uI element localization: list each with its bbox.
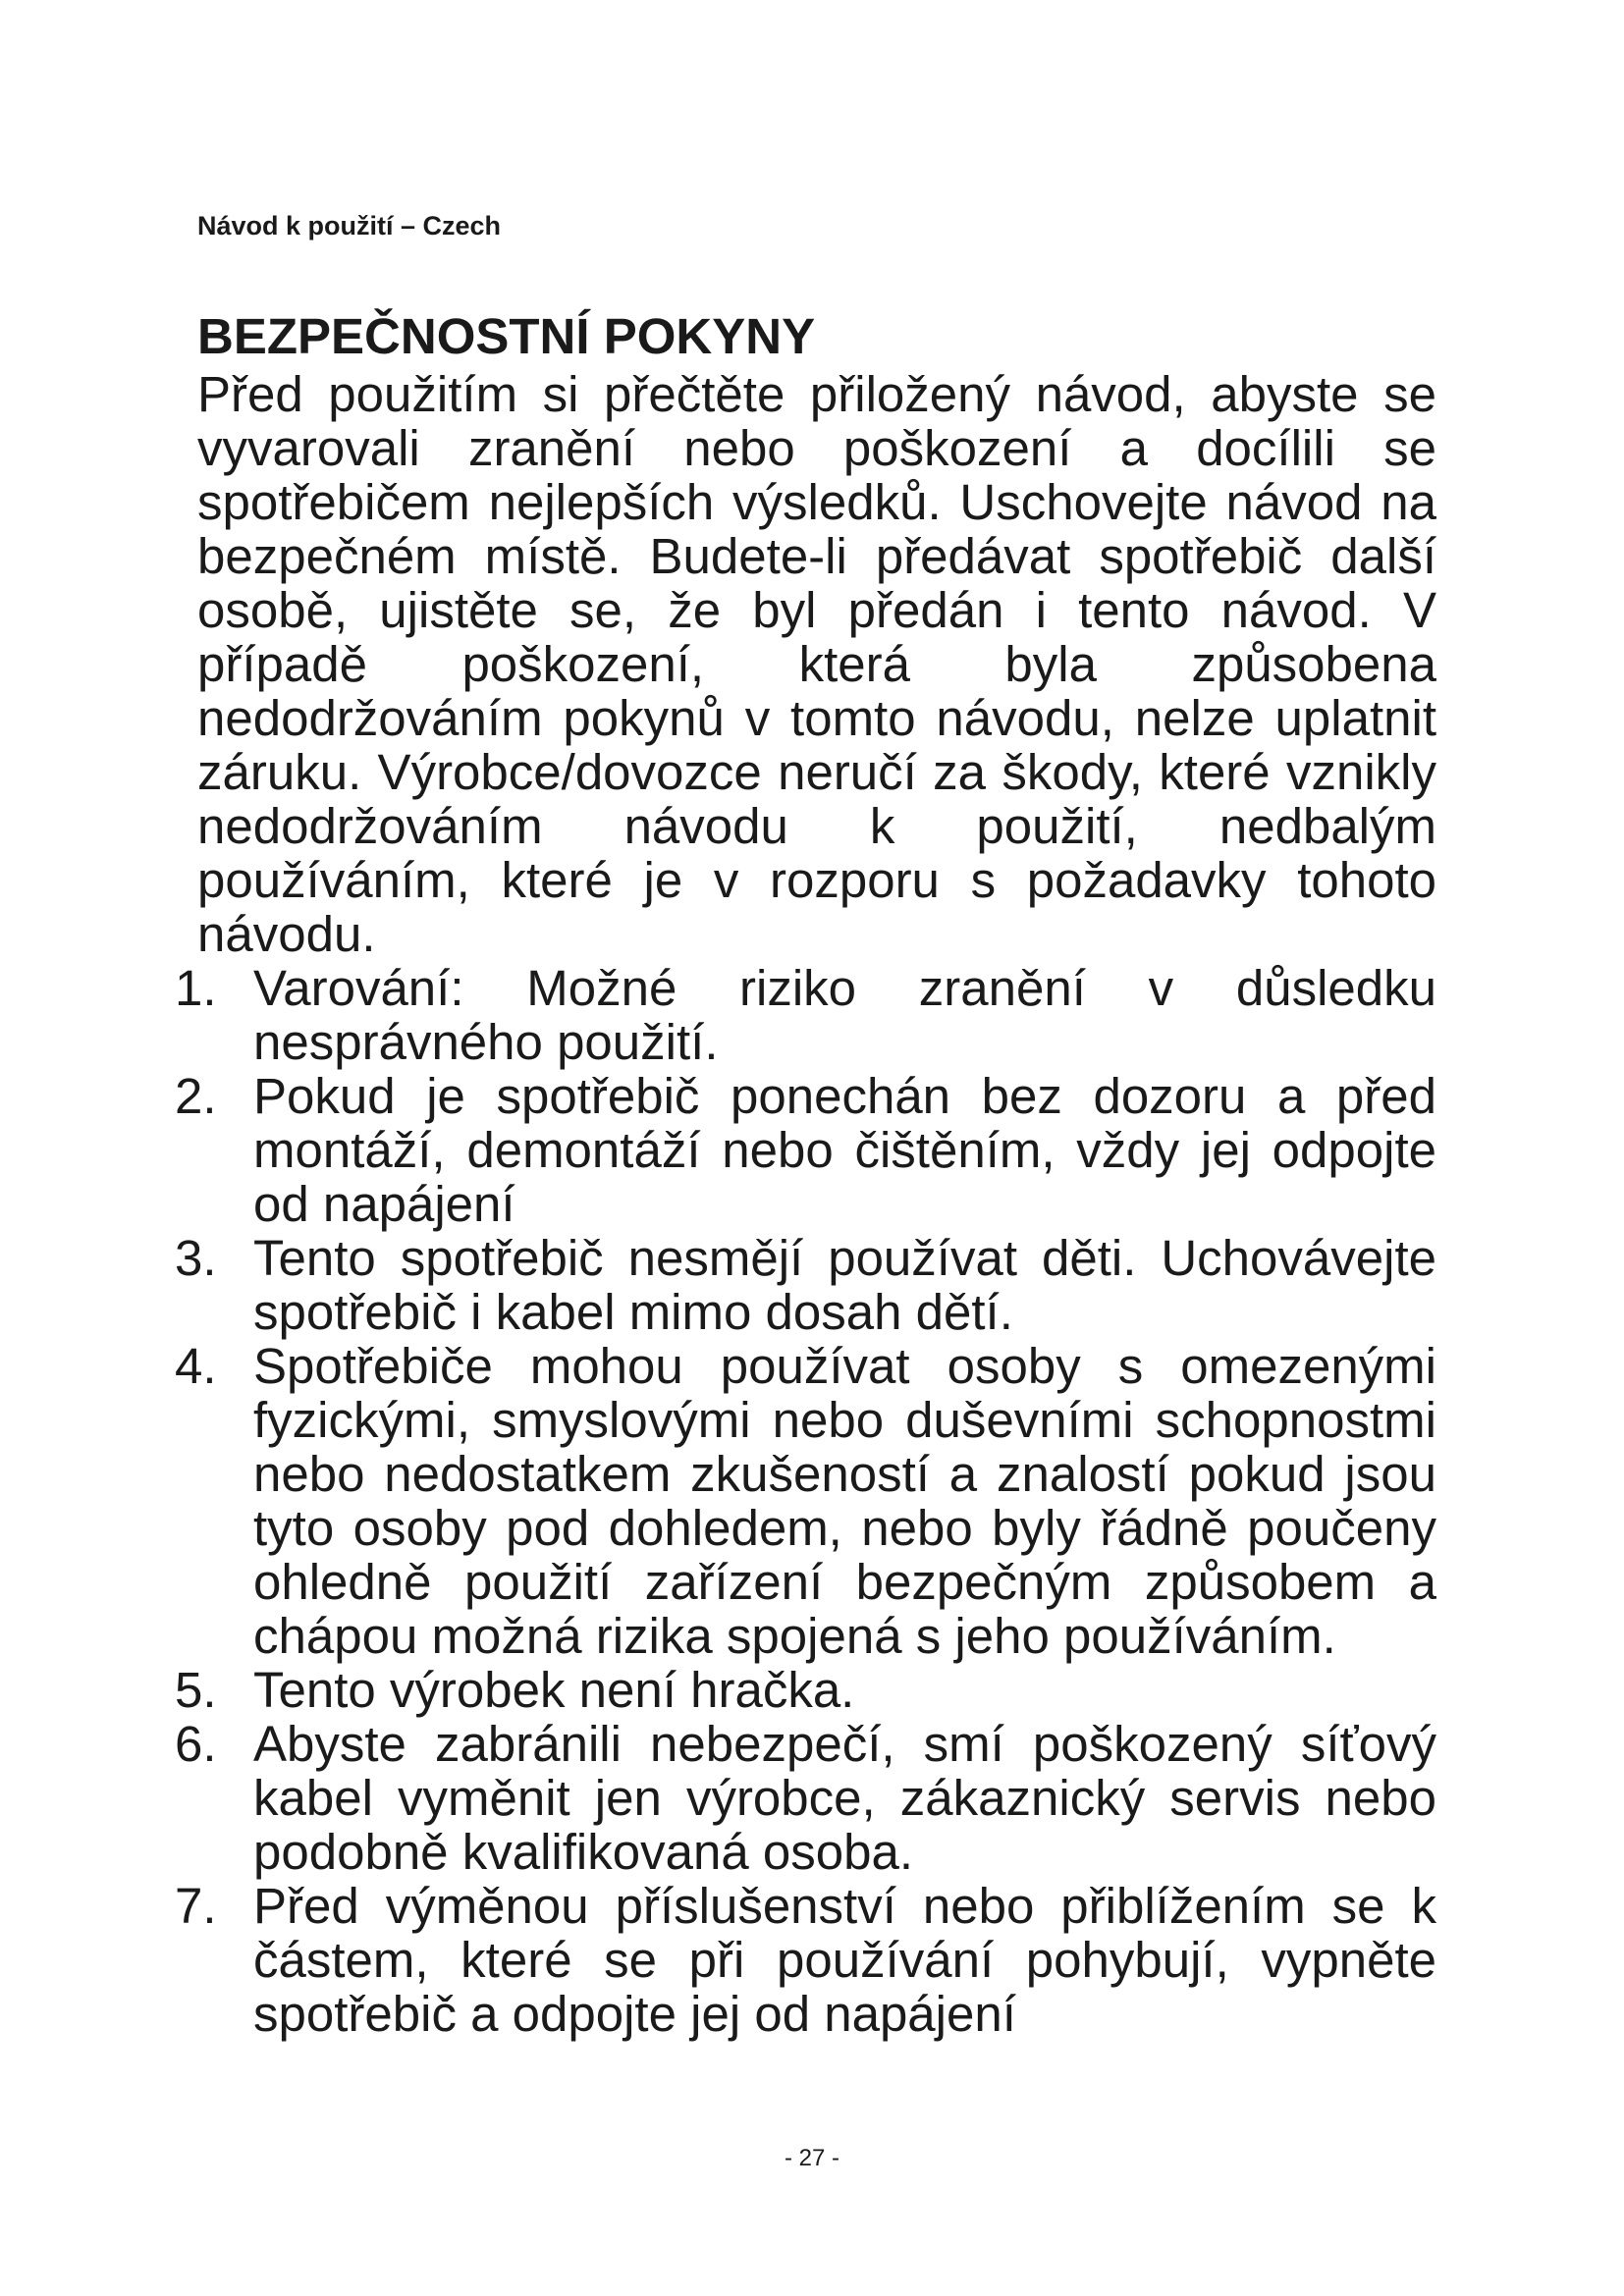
list-item	[175, 1878, 1436, 2042]
list-item-text: Varování: Možné riziko zranění v důsledku nesprávného použití.	[253, 960, 1436, 1070]
page-header: Návod k použití – Czech	[197, 211, 502, 240]
list-item	[175, 1662, 1436, 1718]
list-item-number: 6.	[175, 1716, 217, 1772]
list-item-text: Pokud je spotřebič ponechán bez dozoru a před montáží, demontáží nebo čištěním, vždy jej odpojte od napájení	[253, 1068, 1436, 1232]
intro-paragraph: Před použitím si přečtěte přiložený návod, abyste se vyvarovali zranění nebo poškození a docílili se spotřebičem nejlepších výsledků. Uschovejte návod na bezpečném místě. Budete-li předávat spotřebič další osobě, ujistěte se, že byl předán i tento návod. V případě poškození, která byla způsobena nedodržováním pokynů v tomto návodu, nelze uplatnit záruku. Výrobce/dovozce neručí za škody, které vznikly nedodržováním návodu k použití, nedbalým používáním, které je v rozporu s požadavky tohoto návodu.	[197, 366, 1436, 962]
list-item	[175, 1068, 1436, 1232]
list-item	[175, 1338, 1436, 1664]
page-number: - 27 -	[784, 2145, 839, 2171]
list-item-number: 2.	[175, 1068, 217, 1124]
document-body	[175, 306, 1436, 2042]
list-item	[175, 960, 1436, 1070]
list-item	[175, 1230, 1436, 1340]
list-item-number: 4.	[175, 1338, 217, 1394]
list-item	[175, 1716, 1436, 1880]
list-item-text: Tento výrobek není hračka.	[253, 1662, 855, 1718]
list-item-text: Tento spotřebič nesmějí používat děti. Uchovávejte spotřebič i kabel mimo dosah dětí.	[253, 1230, 1436, 1340]
list-item-text: Před výměnou příslušenství nebo přiblížením se k částem, které se při používání pohybují, vypněte spotřebič a odpojte jej od napájení	[253, 1878, 1436, 2042]
safety-instructions-list	[175, 960, 1436, 2042]
list-item-number: 7.	[175, 1878, 217, 1934]
list-item-number: 3.	[175, 1230, 217, 1286]
list-item-number: 5.	[175, 1662, 217, 1718]
list-item-text: Spotřebiče mohou používat osoby s omezenými fyzickými, smyslovými nebo duševními schopnostmi nebo nedostatkem zkušeností a znalostí pokud jsou tyto osoby pod dohledem, nebo byly řádně poučeny ohledně použití zařízení bezpečným způsobem a chápou možná rizika spojená s jeho používáním.	[253, 1338, 1436, 1664]
list-item-number: 1.	[175, 960, 217, 1016]
list-item-text: Abyste zabránili nebezpečí, smí poškozený síťový kabel vyměnit jen výrobce, zákaznický servis nebo podobně kvalifikovaná osoba.	[253, 1716, 1436, 1880]
section-title: BEZPEČNOSTNÍ POKYNY	[197, 308, 816, 364]
